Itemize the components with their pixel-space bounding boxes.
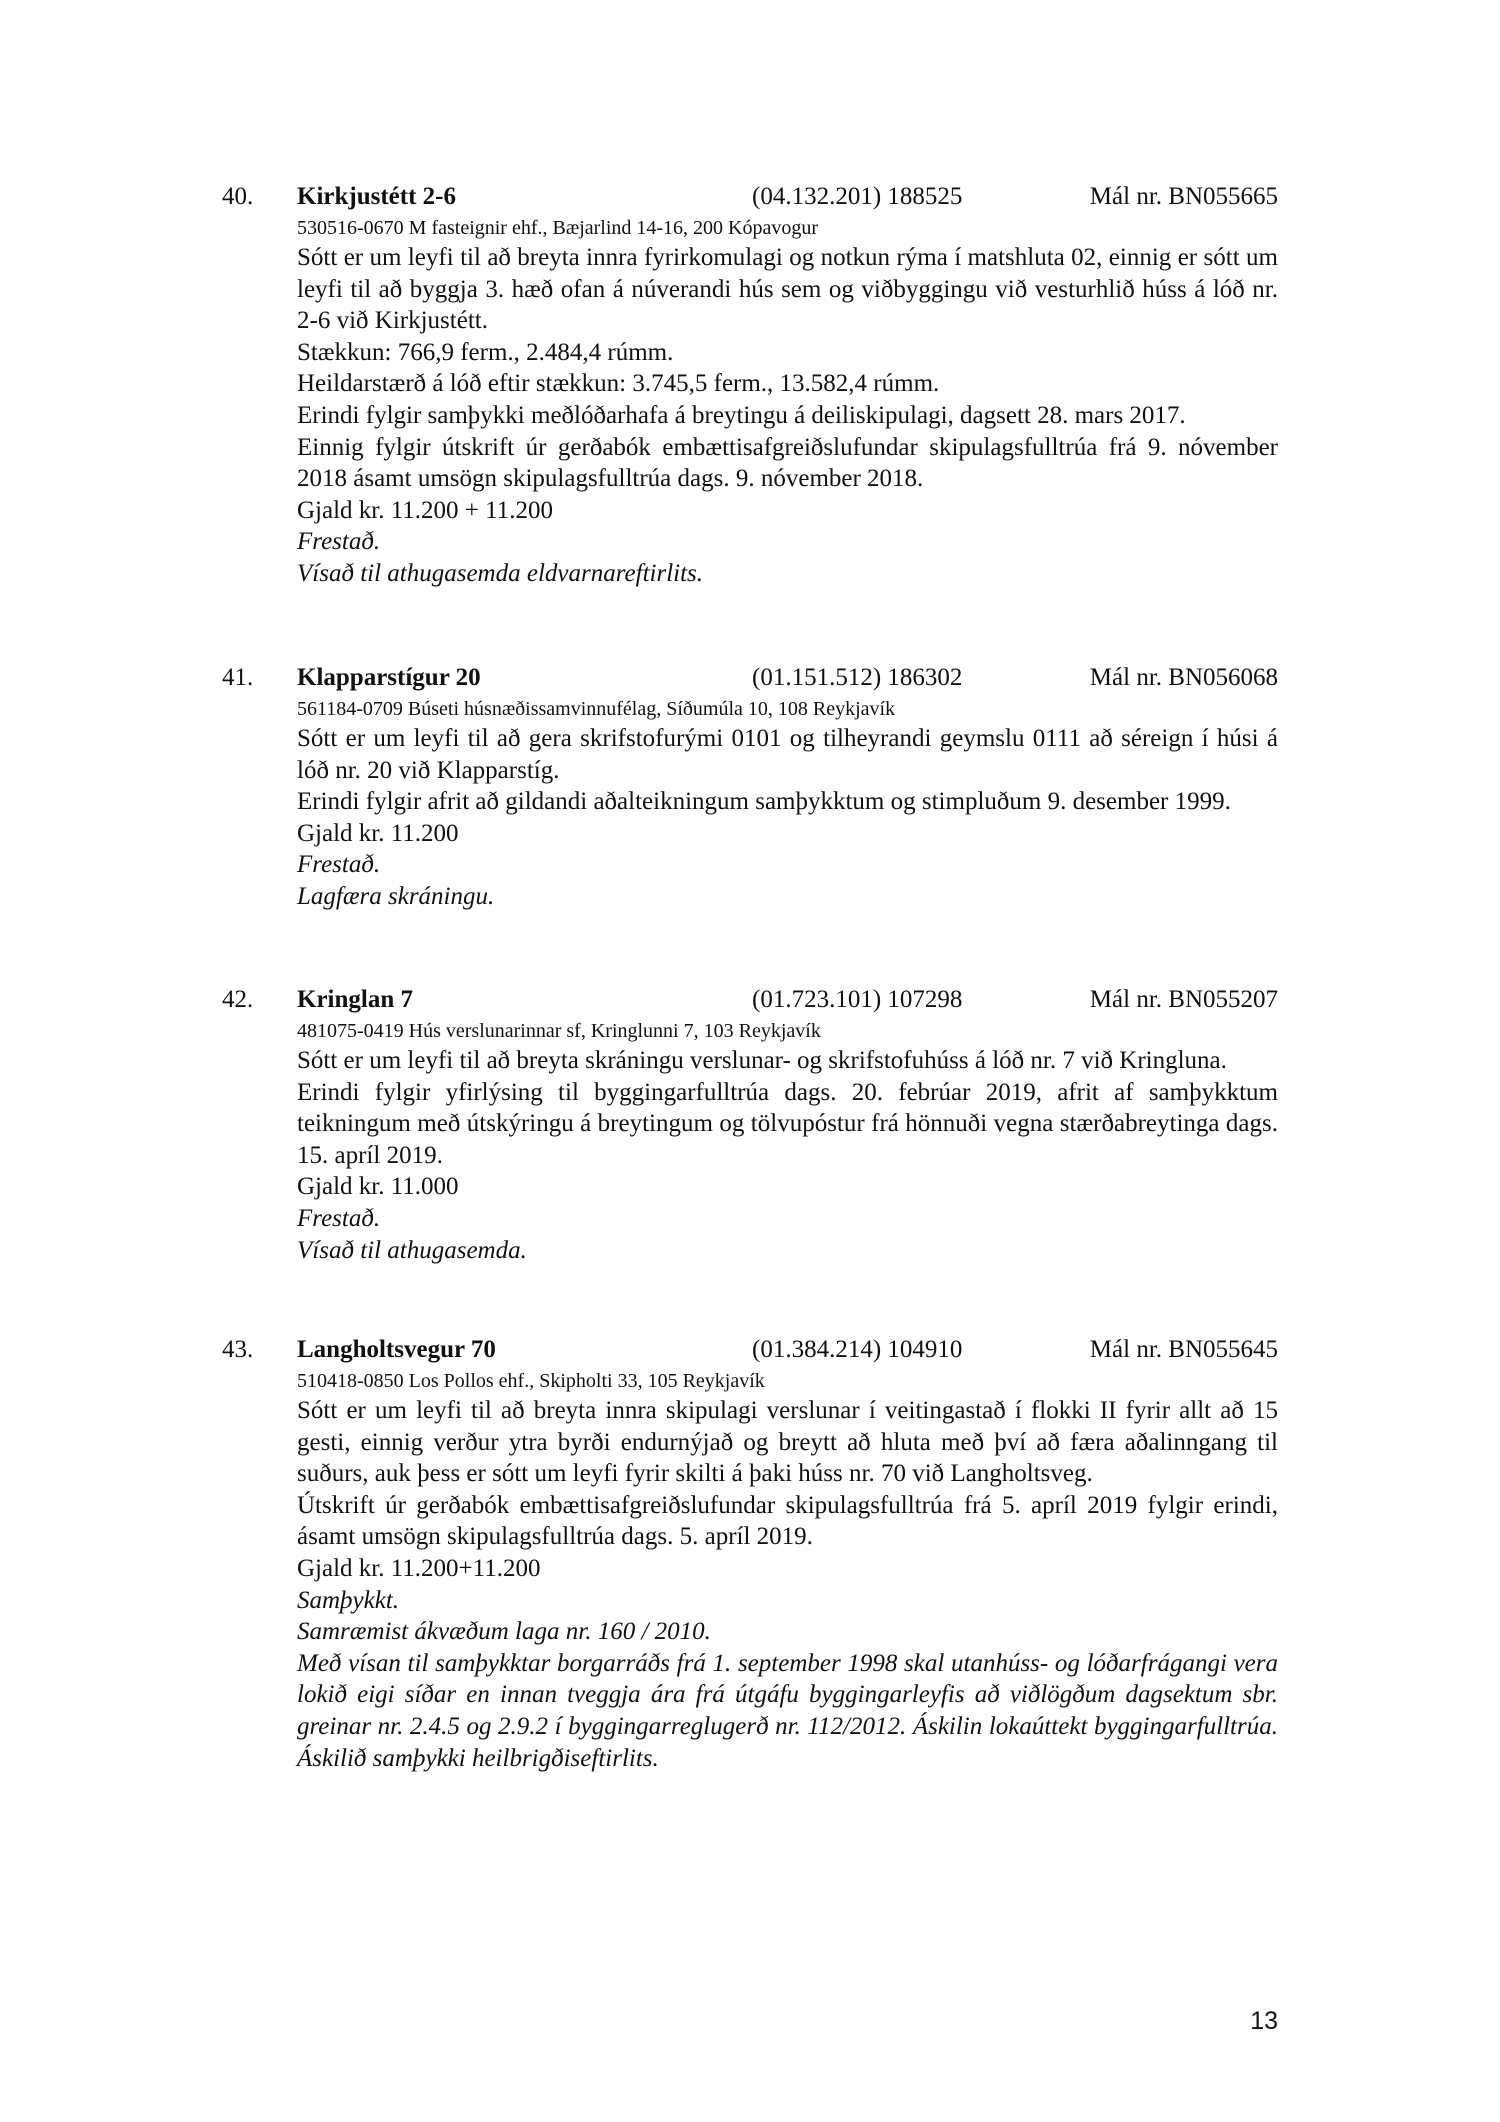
entry-body [297, 214, 1278, 590]
attachment-note-2: Einnig fylgir útskrift úr gerðabók embættisafgreiðslufundar skipulagsfulltrúa frá 9. nóvember 2018 ásamt umsögn skipulagsfulltrúa dags. 9. nóvember 2018. [297, 433, 1278, 493]
entry-address: Kringlan 7 [297, 986, 413, 1013]
owner-line: 561184-0709 Búseti húsnæðissamvinnufélag, Síðumúla 10, 108 Reykjavík [297, 698, 896, 720]
land-number: (01.384.214) 104910 [752, 1336, 963, 1363]
total-size: Heildarstærð á lóð eftir stækkun: 3.745,5 ferm., 13.582,4 rúmm. [297, 370, 940, 398]
fee: Gjald kr. 11.200+11.200 [297, 1554, 541, 1582]
owner-line: 530516-0670 M fasteignir ehf., Bæjarlind 14-16, 200 Kópavogur [297, 217, 819, 239]
entry-number: 40. [222, 183, 254, 210]
entry-body [297, 1017, 1278, 1266]
entry-body [297, 1367, 1278, 1774]
fee: Gjald kr. 11.000 [297, 1173, 459, 1201]
description: Sótt er um leyfi til að breyta innra fyrirkomulagi og notkun rýma í matshluta 02, einnig er sótt um leyfi til að byggja 3. hæð ofan á núverandi hús sem og viðbyggingu við vesturhlið húss á lóð nr. 2-6 við Kirkjustétt. [297, 244, 1278, 335]
attachment-note: Erindi fylgir afrit að gildandi aðalteikningum samþykktum og stimpluðum 9. desember 1999. [297, 788, 1231, 816]
entry-number: 43. [222, 1336, 254, 1363]
decision: Frestað. [297, 528, 381, 556]
case-entry-43 [222, 1334, 1278, 1774]
entry-number: 41. [222, 664, 254, 691]
description: Sótt er um leyfi til að breyta innra skipulagi verslunar í veitingastað í flokki II fyrir allt að 15 gesti, einnig verður ytra byrði endurnýjað og breytt að hluta með því að færa aðalinngang til suðurs, auk þess er sótt um leyfi fyrir skilti á þaki húss nr. 70 við Langholtsveg. [297, 1397, 1278, 1488]
decision-note: Lagfæra skráningu. [297, 882, 495, 910]
decision: Frestað. [297, 851, 381, 879]
land-number: (04.132.201) 188525 [752, 183, 963, 210]
land-number: (01.151.512) 186302 [752, 664, 963, 691]
case-entry-42 [222, 984, 1278, 1266]
decision: Samþykkt. [297, 1586, 400, 1614]
fee: Gjald kr. 11.200 + 11.200 [297, 496, 553, 524]
entry-header [222, 662, 1278, 694]
conditions: Með vísan til samþykktar borgarráðs frá 1. september 1998 skal utanhúss- og lóðarfrágangi vera lokið eigi síðar en innan tveggja ára frá útgáfu byggingarleyfis að viðlögðum dagsektum sbr. greinar nr. 2.4.5 og 2.9.2 í byggingarreglugerð nr. 112/2012. Áskilin lokaúttekt byggingarfulltrúa. Áskilið samþykki heilbrigðiseftirlits. [297, 1649, 1278, 1772]
case-number: Mál nr. BN056068 [1089, 664, 1278, 691]
entry-address: Langholtsvegur 70 [297, 1336, 496, 1363]
attachment-note: Útskrift úr gerðabók embættisafgreiðslufundar skipulagsfulltrúa frá 5. apríl 2019 fylgir erindi, ásamt umsögn skipulagsfulltrúa dags. 5. apríl 2019. [297, 1491, 1278, 1551]
decision: Frestað. [297, 1204, 381, 1232]
owner-line: 510418-0850 Los Pollos ehf., Skipholti 33, 105 Reykjavík [297, 1370, 765, 1392]
case-number: Mál nr. BN055665 [1089, 183, 1278, 210]
entry-header [222, 181, 1278, 213]
entry-header [222, 1334, 1278, 1366]
case-number: Mál nr. BN055645 [1089, 1336, 1278, 1363]
description: Sótt er um leyfi til að breyta skráningu verslunar- og skrifstofuhúss á lóð nr. 7 við Kringluna. [297, 1047, 1227, 1074]
fee: Gjald kr. 11.200 [297, 819, 459, 847]
entry-address: Kirkjustétt 2-6 [297, 183, 456, 210]
decision-note: Samræmist ákvæðum laga nr. 160 / 2010. [297, 1618, 711, 1646]
entry-body [297, 695, 1278, 913]
entry-header [222, 984, 1278, 1016]
enlargement: Stækkun: 766,9 ferm., 2.484,4 rúmm. [297, 338, 674, 366]
decision-note: Vísað til athugasemda. [297, 1236, 527, 1264]
entry-number: 42. [222, 986, 254, 1013]
page-number: 13 [1250, 2007, 1278, 2035]
description: Sótt er um leyfi til að gera skrifstofurými 0101 og tilheyrandi geymslu 0111 að séreign í húsi á lóð nr. 20 við Klapparstíg. [297, 725, 1278, 784]
case-entry-40 [222, 181, 1278, 590]
attachment-note: Erindi fylgir samþykki meðlóðarhafa á breytingu á deiliskipulagi, dagsett 28. mars 2017. [297, 401, 1186, 429]
entry-address: Klapparstígur 20 [297, 664, 481, 691]
land-number: (01.723.101) 107298 [752, 986, 963, 1013]
case-number: Mál nr. BN055207 [1089, 986, 1278, 1013]
case-entry-41 [222, 662, 1278, 913]
attachment-note: Erindi fylgir yfirlýsing til byggingarfulltrúa dags. 20. febrúar 2019, afrit af samþykktum teikningum með útskýringu á breytingum og tölvupóstur frá hönnuði vegna stærðabreytinga dags. 15. apríl 2019. [297, 1078, 1278, 1169]
decision-note: Vísað til athugasemda eldvarnareftirlits. [297, 559, 704, 587]
owner-line: 481075-0419 Hús verslunarinnar sf, Kringlunni 7, 103 Reykjavík [297, 1020, 821, 1042]
